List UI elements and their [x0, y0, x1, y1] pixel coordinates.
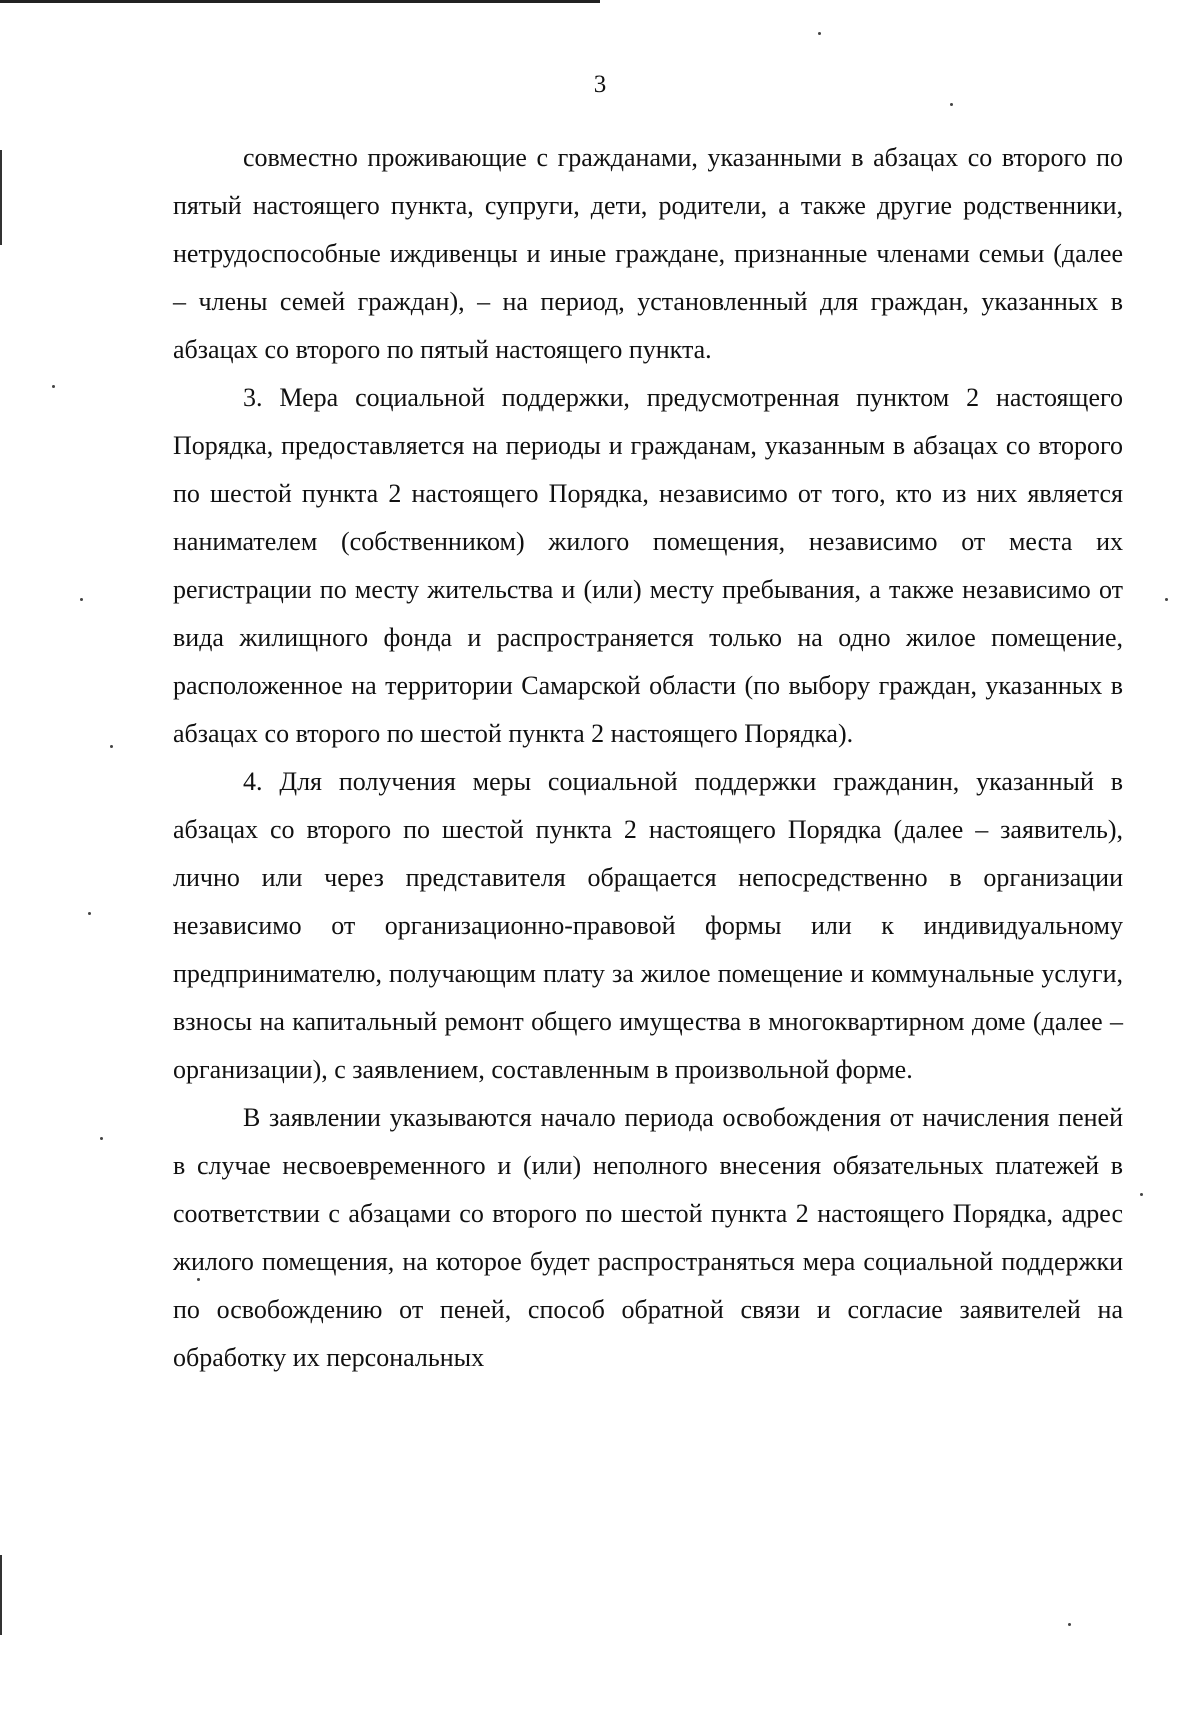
document-body [173, 134, 1123, 1382]
scan-speck [52, 385, 55, 388]
scan-edge-mark [0, 1555, 2, 1635]
paragraph: 4. Для получения меры социальной поддержки гражданин, указанный в абзацах со второго по шестой пункта 2 настоящего Порядка (далее – заявитель), лично или через представителя обращается непосредственно в организации независимо от организационно-правовой формы или к индивидуальному предпринимателю, получающим плату за жилое помещение и коммунальные услуги, взносы на капитальный ремонт общего имущества в многоквартирном доме (далее – организации), с заявлением, составленным в произвольной форме. [173, 767, 1123, 1084]
scan-speck [950, 103, 953, 106]
page-number: 3 [593, 71, 607, 98]
scan-speck [1068, 1623, 1071, 1626]
scan-speck [80, 598, 83, 601]
scan-speck [1165, 598, 1168, 601]
paragraph: В заявлении указываются начало периода освобождения от начисления пеней в случае несвоевременного и (или) неполного внесения обязательных платежей в соответствии с абзацами со второго по шестой пункта 2 настоящего Порядка, адрес жилого помещения, на которое будет распространяться мера социальной поддержки по освобождению от пеней, способ обратной связи и согласие заявителей на обработку их персональных [173, 1103, 1123, 1372]
scan-speck [110, 745, 113, 748]
scan-speck [818, 32, 821, 35]
scan-speck [100, 1137, 103, 1140]
paragraph: совместно проживающие с гражданами, указанными в абзацах со второго по пятый настоящего пункта, супруги, дети, родители, а также другие родственники, нетрудоспособные иждивенцы и иные граждане, признанные членами семьи (далее – члены семей граждан), – на период, установленный для граждан, указанных в абзацах со второго по пятый настоящего пункта. [173, 143, 1123, 364]
scan-edge-mark [0, 150, 2, 245]
paragraph: 3. Мера социальной поддержки, предусмотренная пунктом 2 настоящего Порядка, предоставляется на периоды и гражданам, указанным в абзацах со второго по шестой пункта 2 настоящего Порядка, независимо от того, кто из них является нанимателем (собственником) жилого помещения, независимо от места их регистрации по месту жительства и (или) месту пребывания, а также независимо от вида жилищного фонда и распространяется только на одно жилое помещение, расположенное на территории Самарской области (по выбору граждан, указанных в абзацах со второго по шестой пункта 2 настоящего Порядка). [173, 383, 1123, 748]
scan-speck [1140, 1193, 1143, 1196]
scan-speck [88, 912, 91, 915]
scan-edge-line [0, 0, 600, 3]
